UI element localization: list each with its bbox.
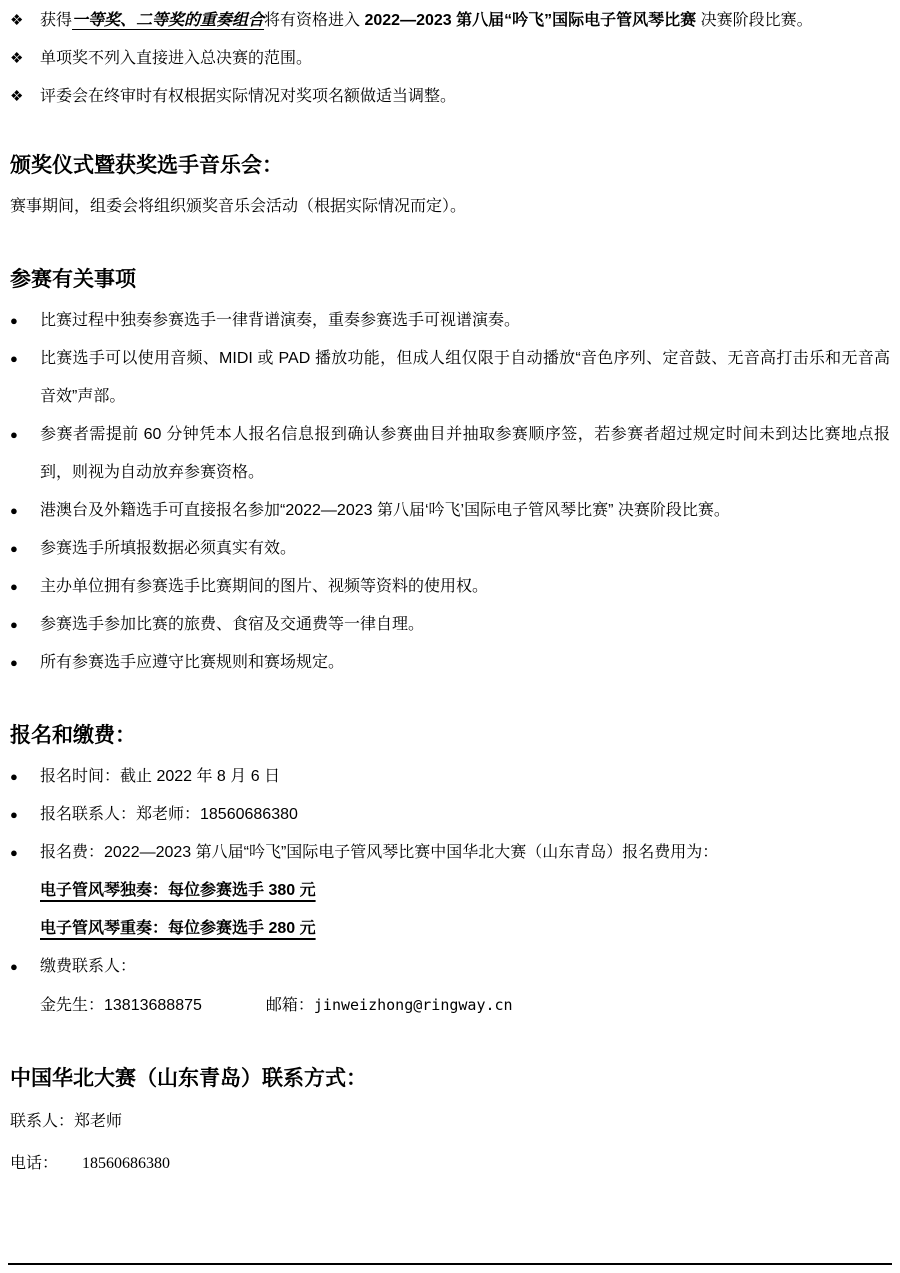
participation-rules-list	[10, 302, 890, 682]
round-bullet-icon: ●	[10, 617, 18, 632]
round-bullet-icon: ●	[10, 807, 18, 822]
competition-name-bold: 2022—2023 第八届“吟飞”国际电子管风琴比赛	[364, 12, 697, 29]
list-item-text: 参赛选手所填报数据必须真实有效。	[40, 540, 297, 557]
list-item-registration-contact	[10, 796, 890, 834]
section-heading-participation: 参赛有关事项	[10, 268, 136, 291]
email-label: 邮箱：	[265, 997, 314, 1014]
list-item	[10, 568, 890, 606]
contact-person-name: 郑老师	[74, 1113, 123, 1130]
section-heading-award-ceremony: 颁奖仪式暨获奖选手音乐会：	[10, 154, 283, 177]
contact-phone-number: 18560686380	[82, 1155, 170, 1172]
list-item-registration-fee	[10, 834, 890, 872]
list-item-text: 比赛过程中独奏参赛选手一律背谱演奏，重奏参赛选手可视谱演奏。	[40, 312, 521, 329]
list-item-deadline	[10, 758, 890, 796]
list-item	[10, 530, 890, 568]
list-item-finals-qualification	[10, 2, 890, 40]
list-item-payment-contact	[10, 948, 890, 986]
round-bullet-icon: ●	[10, 351, 18, 366]
list-item-text	[40, 2, 890, 40]
diamond-bullet-icon: ❖	[10, 50, 24, 67]
list-item-jury-adjustment	[10, 78, 890, 116]
section-heading-registration: 报名和缴费：	[10, 724, 136, 747]
winner-groups-emphasis: 一等奖、二等奖的重奏组合	[72, 12, 265, 29]
contact-person-line	[10, 1101, 890, 1143]
round-bullet-icon: ●	[10, 313, 18, 328]
list-item-text: 参赛选手参加比赛的旅费、食宿及交通费等一律自理。	[40, 616, 425, 633]
contact-person-label: 联系人：	[10, 1113, 75, 1130]
list-item-text: 缴费联系人：	[40, 958, 137, 975]
list-item-text: 单项奖不列入直接进入总决赛的范围。	[40, 50, 313, 67]
footer-divider	[8, 1263, 892, 1265]
round-bullet-icon: ●	[10, 655, 18, 670]
contact-phone-line	[10, 1143, 890, 1185]
list-item	[10, 606, 890, 644]
list-item-text: 评委会在终审时有权根据实际情况对奖项名额做适当调整。	[40, 88, 457, 105]
section-heading-regional-contact: 中国华北大赛（山东青岛）联系方式：	[10, 1067, 367, 1090]
payment-email: jinweizhong@ringway.cn	[313, 996, 513, 1014]
diamond-bullet-icon: ❖	[10, 12, 24, 29]
text-run: 获得	[40, 12, 73, 29]
list-item	[10, 416, 890, 492]
payment-contact-line	[40, 986, 890, 1025]
fee-line-solo: 电子管风琴独奏：每位参赛选手 380 元	[40, 882, 316, 899]
diamond-bullet-icon: ❖	[10, 88, 24, 105]
list-item	[10, 302, 890, 340]
list-item-text: 报名时间：截止 2022 年 8 月 6 日	[40, 768, 281, 785]
list-item-text: 主办单位拥有参赛选手比赛期间的图片、视频等资料的使用权。	[40, 578, 489, 595]
list-item-text: 报名联系人：郑老师：18560686380	[40, 806, 298, 823]
award-rules-list	[10, 2, 890, 116]
contact-phone-label: 电话：	[10, 1155, 59, 1172]
round-bullet-icon: ●	[10, 541, 18, 556]
list-item-single-awards	[10, 40, 890, 78]
round-bullet-icon: ●	[10, 769, 18, 784]
text-run: 将有资格进入	[264, 12, 365, 29]
list-item-text: 参赛者需提前 60 分钟凭本人报名信息报到确认参赛曲目并抽取参赛顺序签，若参赛者超过规定时间未到达比赛地点报到，则视为自动放弃参赛资格。	[40, 426, 890, 481]
list-item	[10, 492, 890, 530]
list-item	[10, 340, 890, 416]
list-item-text: 报名费：2022—2023 第八届“吟飞”国际电子管风琴比赛中国华北大赛（山东青岛）报名费用为：	[40, 844, 719, 861]
round-bullet-icon: ●	[10, 959, 18, 974]
list-item-text: 所有参赛选手应遵守比赛规则和赛场规定。	[40, 654, 345, 671]
registration-list	[10, 758, 890, 1025]
payment-contact-name-phone: 金先生：13813688875	[40, 997, 202, 1014]
fee-line-ensemble: 电子管风琴重奏：每位参赛选手 280 元	[40, 920, 316, 937]
round-bullet-icon: ●	[10, 427, 18, 442]
round-bullet-icon: ●	[10, 503, 18, 518]
list-item-text: 比赛选手可以使用音频、MIDI 或 PAD 播放功能，但成人组仅限于自动播放“音色序列、定音鼓、无音高打击乐和无音高音效”声部。	[40, 350, 890, 405]
text-run: 决赛阶段比赛。	[696, 12, 813, 29]
regional-contact-block	[10, 1101, 890, 1185]
round-bullet-icon: ●	[10, 579, 18, 594]
round-bullet-icon: ●	[10, 845, 18, 860]
list-item	[10, 644, 890, 682]
award-ceremony-note: 赛事期间，组委会将组织颁奖音乐会活动（根据实际情况而定）。	[10, 198, 467, 215]
list-item-text: 港澳台及外籍选手可直接报名参加“2022—2023 第八届‘吟飞’国际电子管风琴比赛” 决赛阶段比赛。	[40, 502, 730, 519]
